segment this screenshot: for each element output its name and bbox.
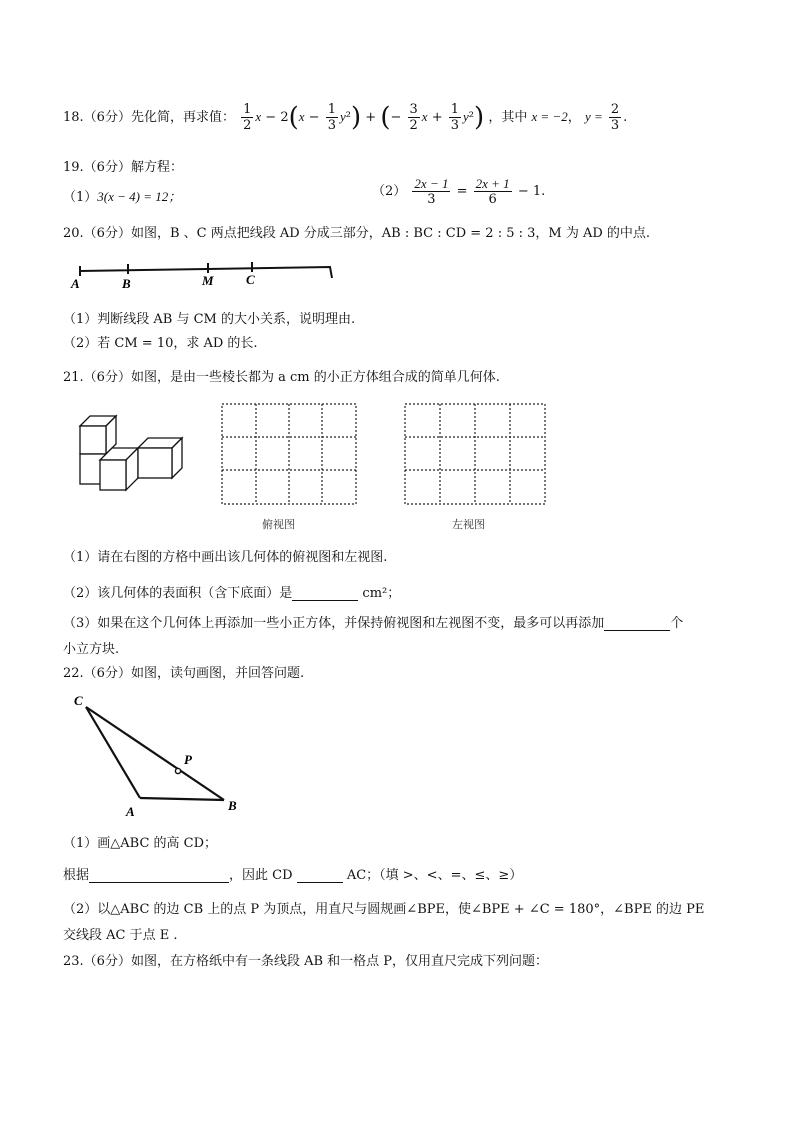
q22-basis-blank[interactable]: [89, 869, 229, 883]
label-m: M: [202, 273, 214, 288]
q21-cube-figure: [76, 412, 188, 498]
label-c: C: [74, 693, 83, 708]
q19-p2: （2） $\frac{2x - 1}{3}$ = $\frac{2x + 1}{6}$ − 1.: [372, 176, 546, 207]
label-c: C: [246, 272, 255, 287]
side-cb: [86, 707, 224, 800]
frac-y: $\frac{2}{3}$: [610, 102, 620, 133]
q21-left-view-caption: 左视图: [452, 518, 485, 531]
label-p: P: [184, 752, 192, 767]
q21-header: 21.（6分）如图，是由一些棱长都为 a cm 的小正方体组合成的简单几何体.: [63, 370, 500, 385]
q18-x-cond: x = −2: [531, 109, 568, 124]
q21-p2-answer-blank[interactable]: [292, 587, 358, 601]
q20-p2: （2）若 CM = 10，求 AD 的长.: [63, 336, 258, 351]
q22-triangle-figure: [68, 690, 248, 820]
q19-header: 19.（6分）解方程：: [63, 160, 183, 175]
frac-three-halves: $\frac{3}{2}$: [409, 102, 418, 133]
q20-header: 20.（6分）如图，B 、C 两点把线段 AD 分成三部分，AB : BC : CD = 2 : 5 : 3，M 为 AD 的中点.: [63, 226, 651, 241]
q18-y-cond: y =: [584, 109, 603, 124]
q21-top-view-caption: 俯视图: [262, 518, 295, 531]
frac-half: $\frac{1}{2}$: [243, 102, 252, 133]
q19-p1: （1）3(x − 4) = 12；: [63, 189, 182, 205]
q18-line: 18.（6分）先化简，再求值： $\frac{1}{2}$ x − 2(x − $\frac{1}{3}$ y²) + (− $\frac{3}{2}$ x + $\frac{1}{3}$ y²) ，其中 x = −2， y = $\frac{2}{3}$ .: [63, 102, 628, 133]
q20-p1: （1）判断线段 AB 与 CM 的大小关系，说明理由.: [63, 312, 356, 327]
q22-p2-line1: （2）以△ABC 的边 CB 上的点 P 为顶点，用直尺与圆规画∠BPE，使∠BPE + ∠C = 180°，∠BPE 的边 PE: [63, 902, 705, 917]
q22-p1: （1）画△ABC 的高 CD；: [63, 836, 218, 851]
frac-lhs: $\frac{2x - 1}{3}$: [414, 176, 449, 207]
q22-p2-line2: 交线段 AC 于点 E .: [63, 928, 178, 943]
q21-p3-line2: 小立方块.: [63, 642, 120, 657]
side-ab: [140, 798, 224, 800]
q21-p1: （1）请在右图的方格中画出该几何体的俯视图和左视图.: [63, 550, 388, 565]
label-a: A: [126, 804, 135, 819]
q22-header: 22.（6分）如图，读句画图，并回答问题.: [63, 666, 305, 681]
q20-segment-figure: [68, 258, 338, 290]
q21-p3: （3）如果在这个几何体上再添加一些小正方体，并保持俯视图和左视图不变，最多可以再添加 个: [63, 616, 684, 631]
point-p: [175, 768, 180, 773]
q21-p3-answer-blank[interactable]: [604, 617, 670, 631]
label-b: B: [228, 798, 237, 813]
label-a: A: [71, 276, 80, 290]
q21-left-view-grid[interactable]: [403, 402, 549, 508]
q21-top-view-grid[interactable]: [220, 402, 360, 508]
q18-suffix: ，其中: [488, 110, 528, 125]
q21-p2: （2）该几何体的表面积（含下底面）是 cm²；: [63, 586, 401, 601]
frac-third: $\frac{1}{3}$: [327, 102, 336, 133]
frac-rhs: $\frac{2x + 1}{6}$: [475, 176, 510, 207]
label-b: B: [122, 276, 131, 290]
q22-compare-blank[interactable]: [297, 869, 343, 883]
q18-prefix: 18.（6分）先化简，再求值：: [63, 110, 235, 125]
q22-basis: 根据 ，因此 CD AC；（填 >、<、=、≤、≥）: [63, 868, 523, 883]
q23-header: 23.（6分）如图，在方格纸中有一条线段 AB 和一格点 P，仅用直尺完成下列问题：: [63, 954, 549, 969]
side-ca: [86, 707, 140, 798]
frac-third-2: $\frac{1}{3}$: [450, 102, 460, 133]
